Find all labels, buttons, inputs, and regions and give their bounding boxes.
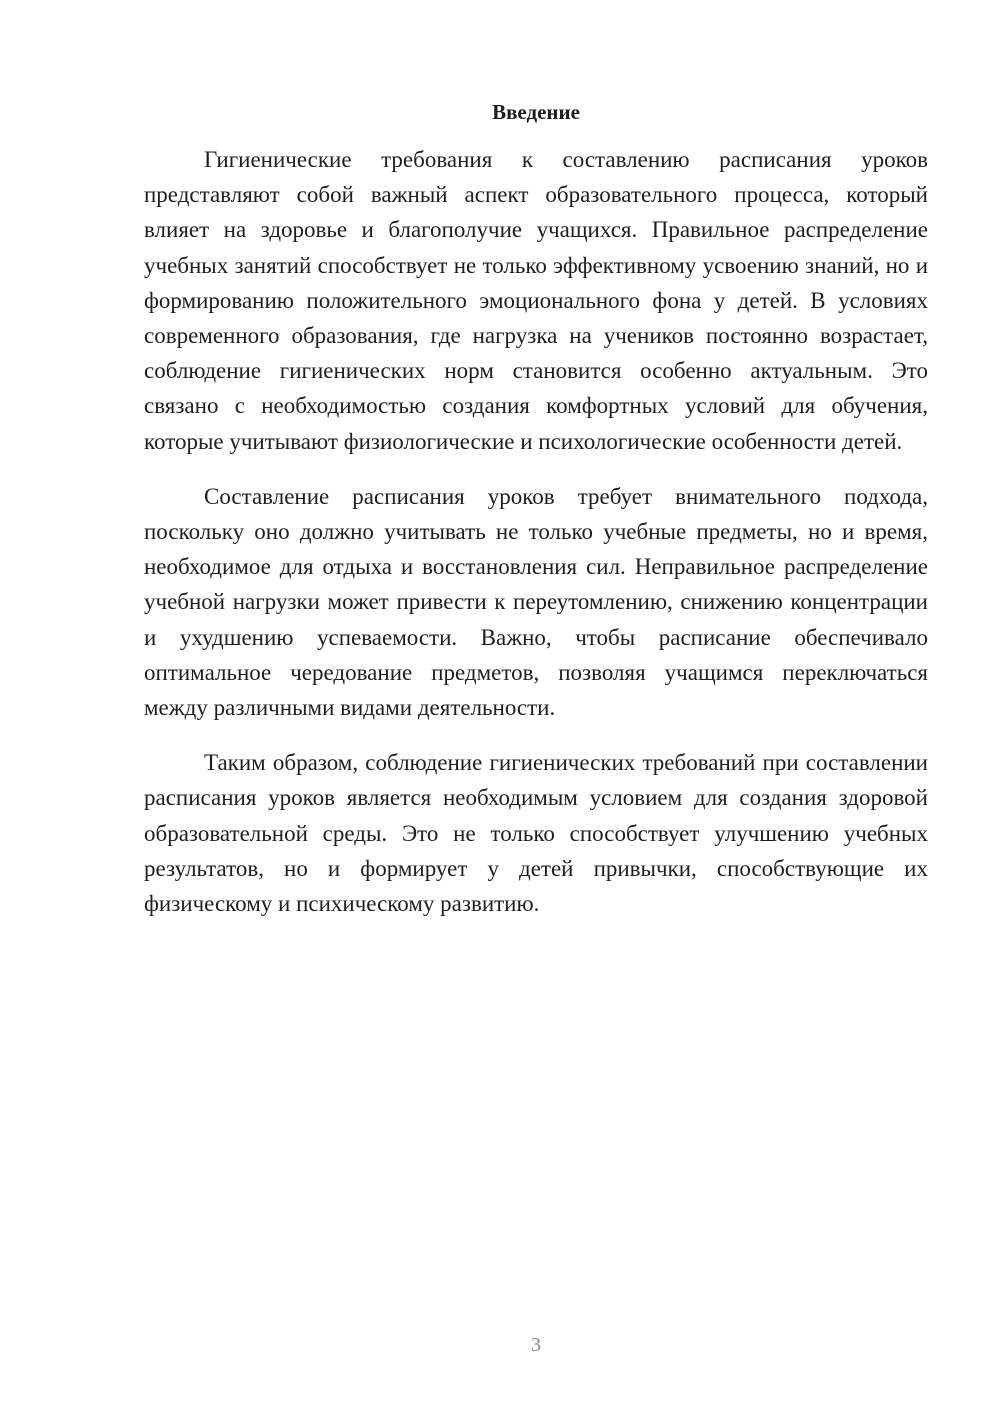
paragraph-3: Таким образом, соблюдение гигиенических требований при составлении расписания уроков является необходимым условием для создания здоровой образовательной среды. Это не только способствует улучшению учебных результатов, но и формирует у детей привычки, способствующие их физическому и психическому развитию.	[144, 750, 928, 917]
paragraph-2: Составление расписания уроков требует внимательного подхода, поскольку оно должно учитывать не только учебные предметы, но и время, необходимое для отдыха и восстановления сил. Неправильное распределение учебной нагрузки может привести к переутомлению, снижению концентрации и ухудшению успеваемости. Важно, чтобы расписание обеспечивало оптимальное чередование предметов, позволяя учащимся переключаться между различными видами деятельности.	[144, 483, 928, 721]
body-text	[144, 142, 928, 941]
section-heading: Введение	[492, 100, 580, 124]
paragraph-1: Гигиенические требования к составлению расписания уроков представляют собой важный аспект образовательного процесса, который влияет на здоровье и благополучие учащихся. Правильное распределение учебных занятий способствует не только эффективному усвоению знаний, но и формированию положительного эмоционального фона у детей. В условиях современного образования, где нагрузка на учеников постоянно возрастает, соблюдение гигиенических норм становится особенно актуальным. Это связано с необходимостью создания комфортных условий для обучения, которые учитывают физиологические и психологические особенности детей.	[144, 147, 928, 454]
page-number: 3	[531, 1334, 541, 1356]
